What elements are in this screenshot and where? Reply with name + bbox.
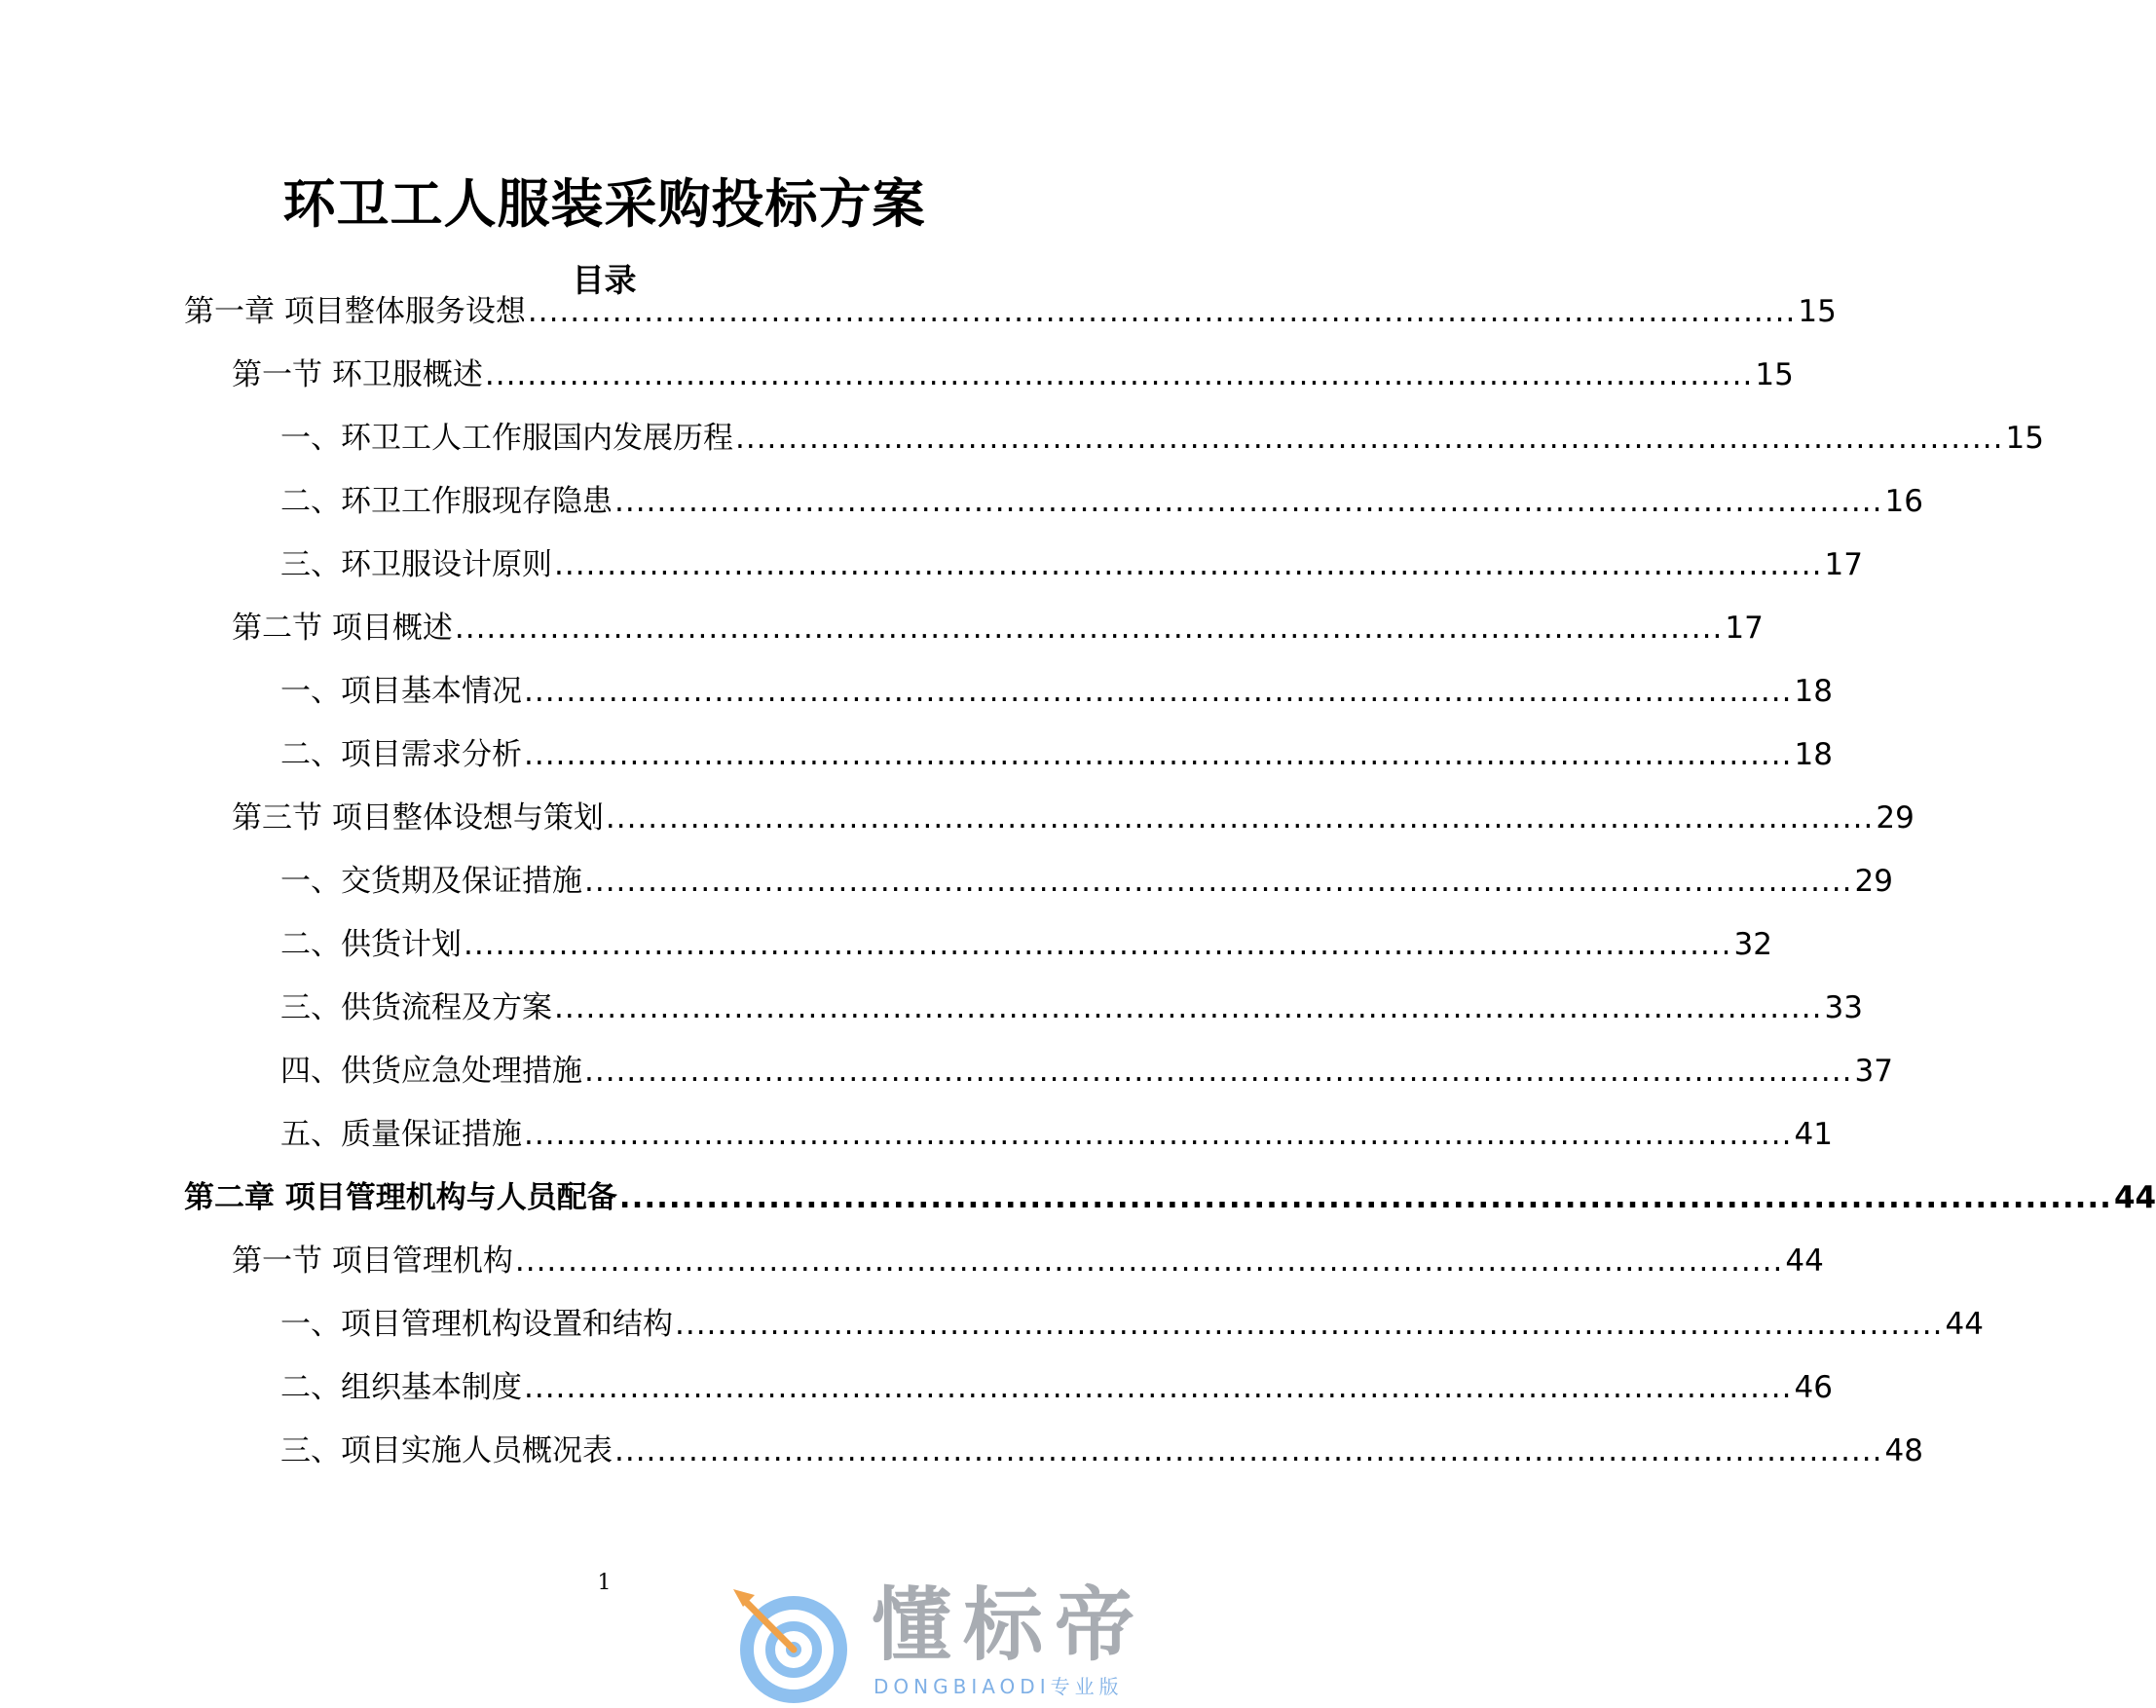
toc-entry-label: 二、供货计划 xyxy=(280,927,462,962)
watermark-subtitle: DONGBIAODI专业版 xyxy=(874,1675,1124,1698)
toc-entry-label: 第一章 项目整体服务设想 xyxy=(184,294,526,329)
toc-entry-label: 第二节 项目概述 xyxy=(232,611,453,646)
toc-entry-page: 29 xyxy=(1876,800,1914,835)
toc-entry-subsection[interactable] xyxy=(280,1368,1833,1407)
toc-leader: ........................................................................................................................ xyxy=(454,611,1724,646)
toc-entry-page: 18 xyxy=(1794,737,1833,772)
toc-entry-section[interactable] xyxy=(232,1242,1824,1281)
toc-entry-label: 第一节 环卫服概述 xyxy=(232,357,483,392)
toc-entry-label: 三、供货流程及方案 xyxy=(280,990,552,1025)
toc-entry-label: 一、项目基本情况 xyxy=(280,674,522,709)
toc-leader: ........................................................................................................................ xyxy=(605,800,1875,835)
toc-leader: ........................................................................................................................ xyxy=(527,294,1797,329)
watermark-brand: 懂标帝 xyxy=(872,1579,1147,1672)
toc-entry-page: 44 xyxy=(1785,1244,1824,1279)
toc-entry-label: 四、供货应急处理措施 xyxy=(280,1054,582,1089)
toc-entry-page: 15 xyxy=(2005,421,2044,456)
toc-entry-page: 16 xyxy=(1884,484,1923,519)
toc-entry-subsection[interactable] xyxy=(280,672,1833,711)
toc-entry-label: 三、项目实施人员概况表 xyxy=(280,1433,613,1468)
toc-entry-subsection[interactable] xyxy=(280,735,1833,774)
toc-leader: ........................................................................................................................ xyxy=(524,1370,1793,1405)
toc-entry-subsection[interactable] xyxy=(280,988,1863,1027)
toc-entry-label: 一、项目管理机构设置和结构 xyxy=(280,1307,673,1342)
toc-entry-page: 44 xyxy=(2113,1180,2156,1215)
toc-entry-label: 二、环卫工作服现存隐患 xyxy=(280,484,613,519)
toc-leader: ........................................................................................................................ xyxy=(464,927,1732,962)
toc-leader: ........................................................................................................................ xyxy=(484,357,1754,392)
toc-entry-label: 第三节 项目整体设想与策划 xyxy=(232,800,604,835)
toc-entry-page: 15 xyxy=(1755,357,1794,392)
toc-leader: ........................................................................................................................ xyxy=(735,421,2004,456)
toc-leader: ........................................................................................................................ xyxy=(524,674,1793,709)
toc-entry-label: 第二章 项目管理机构与人员配备 xyxy=(184,1180,617,1215)
toc-leader: ........................................................................................................................ xyxy=(584,864,1853,899)
toc-entry-label: 二、项目需求分析 xyxy=(280,737,522,772)
toc-entry-subsection[interactable] xyxy=(280,925,1772,964)
toc-entry-page: 37 xyxy=(1854,1054,1893,1089)
toc-leader: ........................................................................................................................ xyxy=(618,1180,2112,1215)
toc-entry-subsection[interactable] xyxy=(280,545,1863,584)
target-icon xyxy=(725,1578,862,1708)
toc-entry-subsection[interactable] xyxy=(280,482,1923,521)
toc-entry-page: 48 xyxy=(1884,1433,1923,1468)
toc-entry-page: 32 xyxy=(1733,927,1772,962)
toc-entry-label: 二、组织基本制度 xyxy=(280,1370,522,1405)
toc-leader: ........................................................................................................................ xyxy=(614,484,1883,519)
toc-entry-subsection[interactable] xyxy=(280,862,1893,901)
toc-leader: ........................................................................................................................ xyxy=(675,1307,1944,1342)
watermark xyxy=(725,1578,1193,1708)
toc-entry-subsection[interactable] xyxy=(280,1305,1984,1344)
toc-entry-page: 17 xyxy=(1824,547,1863,582)
document-title: 环卫工人服装采购投标方案 xyxy=(282,173,926,235)
toc-entry-subsection[interactable] xyxy=(280,1115,1833,1154)
page-number: 1 xyxy=(597,1571,612,1595)
toc-entry-subsection[interactable] xyxy=(280,1052,1893,1091)
toc-entry-section[interactable] xyxy=(232,798,1914,837)
toc-entry-page: 44 xyxy=(1945,1307,1984,1342)
toc-entry-label: 五、质量保证措施 xyxy=(280,1117,522,1152)
toc-leader: ........................................................................................................................ xyxy=(554,990,1823,1025)
toc-heading: 目录 xyxy=(572,261,637,299)
toc-entry-section[interactable] xyxy=(232,355,1794,394)
toc-entry-chapter-1[interactable] xyxy=(184,292,1837,331)
toc-entry-chapter-2[interactable] xyxy=(184,1178,2156,1217)
toc-entry-section[interactable] xyxy=(232,609,1764,648)
toc-entry-label: 三、环卫服设计原则 xyxy=(280,547,552,582)
toc-entry-page: 18 xyxy=(1794,674,1833,709)
toc-leader: ........................................................................................................................ xyxy=(584,1054,1853,1089)
toc-entry-subsection[interactable] xyxy=(280,419,2044,458)
toc-entry-page: 15 xyxy=(1798,294,1837,329)
toc-entry-label: 第一节 项目管理机构 xyxy=(232,1244,513,1279)
toc-leader: ........................................................................................................................ xyxy=(554,547,1823,582)
toc-entry-subsection[interactable] xyxy=(280,1431,1923,1470)
toc-entry-label: 一、环卫工人工作服国内发展历程 xyxy=(280,421,733,456)
toc-leader: ........................................................................................................................ xyxy=(514,1244,1784,1279)
toc-entry-page: 33 xyxy=(1824,990,1863,1025)
toc-entry-page: 29 xyxy=(1854,864,1893,899)
toc-entry-page: 41 xyxy=(1794,1117,1833,1152)
toc-leader: ........................................................................................................................ xyxy=(524,737,1793,772)
toc-entry-page: 46 xyxy=(1794,1370,1833,1405)
toc-leader: ........................................................................................................................ xyxy=(614,1433,1883,1468)
toc-entry-label: 一、交货期及保证措施 xyxy=(280,864,582,899)
toc-entry-page: 17 xyxy=(1725,611,1764,646)
toc-leader: ........................................................................................................................ xyxy=(524,1117,1793,1152)
